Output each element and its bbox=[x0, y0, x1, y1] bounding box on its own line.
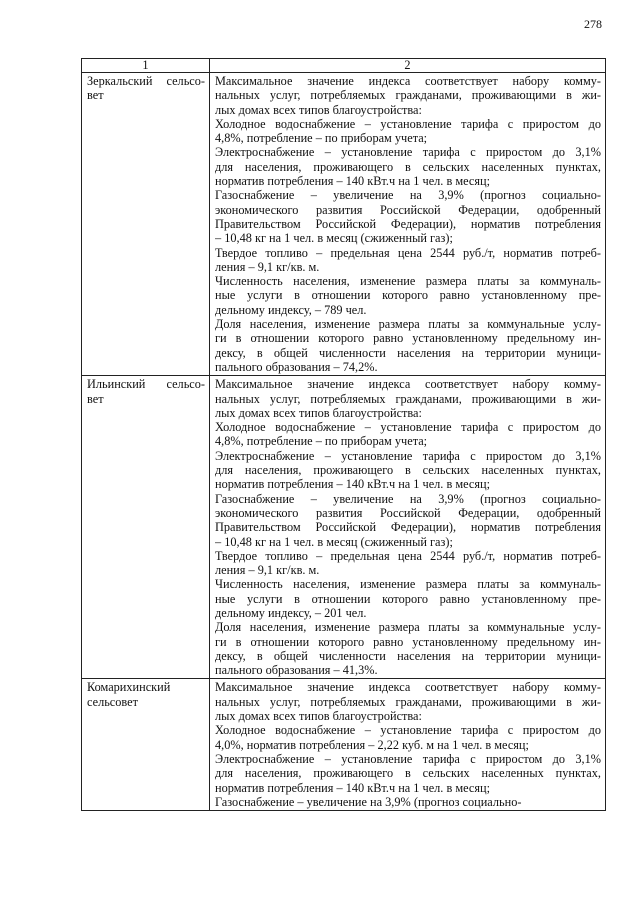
description-line: экономического развития Российской Федерации, одобренный bbox=[215, 505, 601, 520]
column-header-2: 2 bbox=[210, 59, 606, 73]
description-line: ные услуги в отношении которого равно установленному пре- bbox=[215, 288, 601, 303]
document-table bbox=[81, 58, 606, 811]
description-line: пального образования – 74,2%. bbox=[215, 359, 378, 374]
description-line: ги в отношении которого равно установленному предельному ин- bbox=[215, 634, 601, 649]
description-line: Доля населения, изменение размера платы за коммунальные услу- bbox=[215, 620, 601, 635]
description-line: норматив потребления – 140 кВт.ч на 1 чел. в месяц; bbox=[215, 174, 490, 189]
description-line: Максимальное значение индекса соответствует набору комму- bbox=[215, 74, 601, 88]
description-line: нальных услуг, потребляемых гражданами, проживающими в жи- bbox=[215, 88, 601, 103]
description-line: Газоснабжение – увеличение на 3,9% (прогноз социально- bbox=[215, 491, 601, 506]
description-line: норматив потребления – 140 кВт.ч на 1 чел. в месяц; bbox=[215, 780, 490, 795]
table-header-row bbox=[82, 59, 606, 73]
description-line: Холодное водоснабжение – установление тарифа с приростом до bbox=[215, 420, 601, 435]
page-number: 278 bbox=[584, 17, 602, 31]
municipality-name-line: вет bbox=[87, 88, 104, 103]
municipality-name-cell bbox=[82, 679, 210, 811]
municipality-name-line: вет bbox=[87, 391, 104, 406]
table-row-ilyinsky bbox=[82, 376, 606, 679]
description-line: Холодное водоснабжение – установление тарифа с приростом до bbox=[215, 723, 601, 738]
description-line: – 10,48 кг на 1 чел. в месяц (сжиженный газ); bbox=[215, 534, 453, 549]
municipality-name-line: Зеркальский сельсо- bbox=[87, 74, 205, 88]
municipality-name-line: Ильинский сельсо- bbox=[87, 377, 205, 392]
description-line: Электроснабжение – установление тарифа с приростом до 3,1% bbox=[215, 145, 601, 160]
description-line: дексу, в общей численности населения на территории муници- bbox=[215, 345, 601, 360]
description-line: Доля населения, изменение размера платы за коммунальные услу- bbox=[215, 317, 601, 332]
table-row-komarikhinsky bbox=[82, 679, 606, 811]
description-line: лых домах всех типов благоустройства: bbox=[215, 405, 422, 420]
description-line: для населения, проживающего в сельских населенных пунктах, bbox=[215, 463, 601, 478]
description-line: Максимальное значение индекса соответствует набору комму- bbox=[215, 680, 601, 695]
description-line: Газоснабжение – увеличение на 3,9% (прогноз социально- bbox=[215, 188, 601, 203]
description-line: для населения, проживающего в сельских населенных пунктах, bbox=[215, 159, 601, 174]
description-line: Газоснабжение – увеличение на 3,9% (прогноз социально- bbox=[215, 794, 522, 809]
description-line: дельному индексу, – 201 чел. bbox=[215, 605, 367, 620]
municipality-name-line: сельсовет bbox=[87, 694, 138, 709]
municipality-name-cell bbox=[82, 376, 210, 679]
description-line: Правительством Российской Федерации), норматив потребления bbox=[215, 216, 601, 231]
table-row-zerkalsky bbox=[82, 73, 606, 376]
description-line: ги в отношении которого равно установленному предельному ин- bbox=[215, 331, 601, 346]
description-line: норматив потребления – 140 кВт.ч на 1 чел. в месяц; bbox=[215, 477, 490, 492]
description-line: 4,0%, норматив потребления – 2,22 куб. м на 1 чел. в месяц; bbox=[215, 737, 529, 752]
description-line: дельному индексу, – 789 чел. bbox=[215, 302, 367, 317]
description-line: нальных услуг, потребляемых гражданами, проживающими в жи- bbox=[215, 391, 601, 406]
municipality-name-line: Комарихинский bbox=[87, 680, 171, 695]
description-line: Твердое топливо – предельная цена 2544 руб./т, норматив потреб- bbox=[215, 245, 601, 260]
description-line: Численность населения, изменение размера платы за коммуналь- bbox=[215, 274, 601, 289]
description-line: лых домах всех типов благоустройства: bbox=[215, 102, 422, 117]
index-description-cell bbox=[210, 376, 606, 679]
description-line: лых домах всех типов благоустройства: bbox=[215, 709, 422, 724]
description-line: Максимальное значение индекса соответствует набору комму- bbox=[215, 377, 601, 392]
description-line: Правительством Российской Федерации), норматив потребления bbox=[215, 520, 601, 535]
description-line: ные услуги в отношении которого равно установленному пре- bbox=[215, 591, 601, 606]
description-line: для населения, проживающего в сельских населенных пунктах, bbox=[215, 766, 601, 781]
description-line: пального образования – 41,3%. bbox=[215, 663, 378, 678]
description-line: нальных услуг, потребляемых гражданами, проживающими в жи- bbox=[215, 694, 601, 709]
table-body bbox=[82, 73, 606, 811]
description-line: ления – 9,1 кг/кв. м. bbox=[215, 563, 320, 578]
description-line: Холодное водоснабжение – установление тарифа с приростом до bbox=[215, 116, 601, 131]
description-line: экономического развития Российской Федерации, одобренный bbox=[215, 202, 601, 217]
description-line: 4,8%, потребление – по приборам учета; bbox=[215, 434, 428, 449]
description-line: 4,8%, потребление – по приборам учета; bbox=[215, 131, 428, 146]
description-line: Электроснабжение – установление тарифа с приростом до 3,1% bbox=[215, 448, 601, 463]
index-description-cell bbox=[210, 679, 606, 811]
description-line: Твердое топливо – предельная цена 2544 руб./т, норматив потреб- bbox=[215, 548, 601, 563]
description-line: Электроснабжение – установление тарифа с приростом до 3,1% bbox=[215, 751, 601, 766]
description-line: Численность населения, изменение размера платы за коммуналь- bbox=[215, 577, 601, 592]
description-line: дексу, в общей численности населения на территории муници- bbox=[215, 648, 601, 663]
description-line: – 10,48 кг на 1 чел. в месяц (сжиженный газ); bbox=[215, 231, 453, 246]
municipality-name-cell bbox=[82, 73, 210, 376]
column-header-1: 1 bbox=[82, 59, 210, 73]
description-line: ления – 9,1 кг/кв. м. bbox=[215, 259, 320, 274]
index-description-cell bbox=[210, 73, 606, 376]
